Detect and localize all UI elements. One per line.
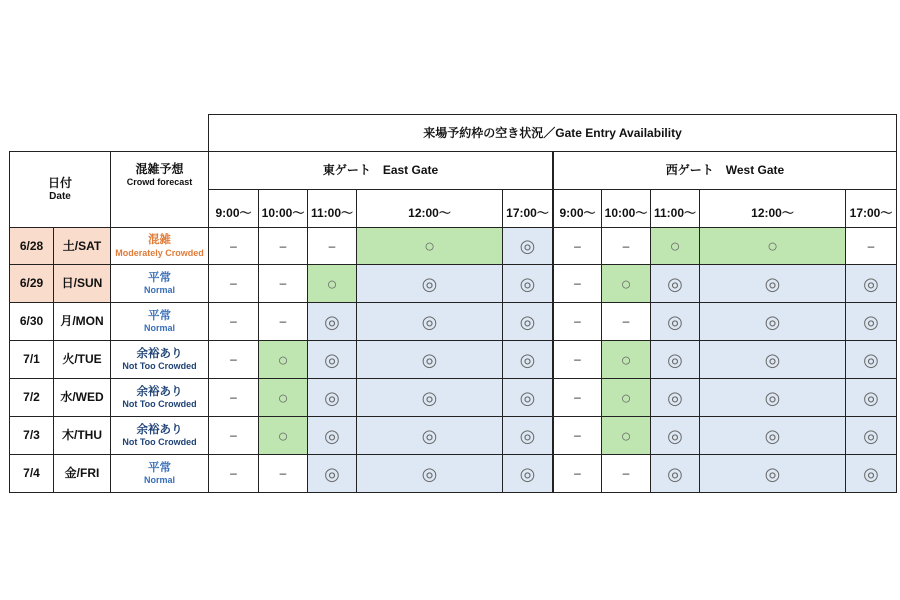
unavailable-dash: – (574, 238, 581, 253)
row-day: 火/TUE (53, 340, 110, 378)
unavailable-dash: – (574, 352, 581, 366)
west-gate-slot-cell (845, 378, 896, 416)
forecast-en: Normal (143, 475, 175, 486)
east-gate-slot-cell (258, 454, 307, 492)
west-gate-slot-cell (552, 416, 601, 454)
west-gate-slot-cell (601, 378, 650, 416)
row-date: 6/30 (9, 302, 53, 340)
unavailable-dash: – (574, 314, 581, 328)
west-gate-slot-cell (601, 302, 650, 340)
available-circle-icon: ○ (620, 387, 632, 408)
plenty-double-circle-icon: ◎ (519, 349, 536, 370)
west-gate-slot-cell (650, 302, 699, 340)
forecast-header-jp: 混雑予想 (135, 162, 184, 176)
east-gate-slot-cell (307, 454, 356, 492)
east-gate-slot-cell (258, 340, 307, 378)
west-gate-slot-cell (601, 454, 650, 492)
west-gate-slot-cell (699, 264, 845, 302)
plenty-double-circle-icon: ◎ (863, 425, 879, 446)
plenty-double-circle-icon: ◎ (764, 387, 781, 408)
plenty-double-circle-icon: ◎ (863, 311, 879, 332)
plenty-double-circle-icon: ◎ (421, 311, 438, 332)
row-day: 日/SUN (53, 264, 110, 302)
west-gate-slot-cell (845, 264, 896, 302)
east-gate-slot-cell (258, 227, 307, 264)
west-gate-slot-cell (650, 416, 699, 454)
available-circle-icon: ○ (424, 236, 435, 256)
unavailable-dash: – (230, 352, 237, 366)
row-day: 水/WED (53, 378, 110, 416)
row-crowd-forecast (110, 454, 208, 492)
east-gate-slot-cell (307, 416, 356, 454)
plenty-double-circle-icon: ◎ (863, 273, 879, 294)
east-gate-slot-cell (502, 416, 552, 454)
east-time-slot: 10:00～ (258, 189, 307, 227)
row-date: 6/28 (9, 227, 53, 264)
west-gate-slot-cell (845, 340, 896, 378)
east-gate-slot-cell (208, 302, 258, 340)
plenty-double-circle-icon: ◎ (519, 236, 536, 256)
plenty-double-circle-icon: ◎ (519, 463, 536, 484)
forecast-en: Normal (143, 285, 175, 296)
unavailable-dash: – (574, 428, 581, 442)
east-gate-slot-cell (356, 340, 502, 378)
row-date: 7/2 (9, 378, 53, 416)
east-gate-slot-cell (502, 340, 552, 378)
west-time-slot: 17:00～ (845, 189, 896, 227)
plenty-double-circle-icon: ◎ (421, 463, 438, 484)
forecast-jp: 平常 (148, 271, 171, 284)
west-time-slot: 12:00～ (699, 189, 845, 227)
east-gate-slot-cell (208, 227, 258, 264)
west-gate-slot-cell (650, 227, 699, 264)
west-gate-header: 西ゲート West Gate (552, 151, 896, 189)
plenty-double-circle-icon: ◎ (519, 311, 536, 332)
available-circle-icon: ○ (326, 273, 338, 294)
unavailable-dash: – (622, 314, 630, 328)
available-circle-icon: ○ (669, 236, 681, 256)
unavailable-dash: – (328, 238, 336, 253)
date-header (9, 151, 110, 227)
west-gate-slot-cell (601, 416, 650, 454)
unavailable-dash: – (279, 314, 287, 328)
row-crowd-forecast (110, 264, 208, 302)
east-time-slot: 9:00～ (208, 189, 258, 227)
unavailable-dash: – (279, 276, 287, 290)
plenty-double-circle-icon: ◎ (324, 387, 340, 408)
unavailable-dash: – (230, 466, 237, 480)
available-circle-icon: ○ (767, 236, 778, 256)
plenty-double-circle-icon: ◎ (764, 463, 781, 484)
plenty-double-circle-icon: ◎ (863, 463, 879, 484)
east-gate-slot-cell (208, 264, 258, 302)
east-gate-header: 東ゲート East Gate (208, 151, 552, 189)
east-gate-slot-cell (356, 227, 502, 264)
row-day: 土/SAT (53, 227, 110, 264)
plenty-double-circle-icon: ◎ (667, 387, 683, 408)
east-time-slot: 17:00～ (502, 189, 552, 227)
available-circle-icon: ○ (277, 387, 289, 408)
west-gate-slot-cell (699, 454, 845, 492)
row-date: 7/3 (9, 416, 53, 454)
forecast-en: Not Too Crowded (122, 437, 197, 448)
forecast-en: Not Too Crowded (122, 361, 197, 372)
west-gate-slot-cell (552, 302, 601, 340)
east-gate-slot-cell (502, 378, 552, 416)
unavailable-dash: – (574, 466, 581, 480)
unavailable-dash: – (230, 314, 237, 328)
east-time-slot: 12:00～ (356, 189, 502, 227)
plenty-double-circle-icon: ◎ (764, 425, 781, 446)
east-gate-slot-cell (356, 302, 502, 340)
forecast-header-en: Crowd forecast (126, 177, 193, 187)
forecast-jp: 平常 (148, 461, 171, 474)
unavailable-dash: – (574, 276, 581, 290)
available-circle-icon: ○ (277, 425, 289, 446)
west-gate-slot-cell (699, 340, 845, 378)
row-crowd-forecast (110, 416, 208, 454)
unavailable-dash: – (230, 390, 237, 404)
west-gate-slot-cell (601, 340, 650, 378)
row-date: 7/1 (9, 340, 53, 378)
row-crowd-forecast (110, 227, 208, 264)
east-gate-slot-cell (208, 378, 258, 416)
forecast-en: Not Too Crowded (122, 399, 197, 410)
east-gate-slot-cell (307, 378, 356, 416)
available-circle-icon: ○ (620, 349, 632, 370)
west-gate-slot-cell (552, 340, 601, 378)
west-gate-slot-cell (601, 264, 650, 302)
date-header-en: Date (49, 190, 71, 202)
east-time-slot: 11:00～ (307, 189, 356, 227)
plenty-double-circle-icon: ◎ (667, 425, 683, 446)
east-gate-slot-cell (258, 302, 307, 340)
unavailable-dash: – (279, 238, 287, 253)
plenty-double-circle-icon: ◎ (421, 425, 438, 446)
plenty-double-circle-icon: ◎ (421, 387, 438, 408)
row-date: 6/29 (9, 264, 53, 302)
blank-corner (9, 114, 208, 151)
west-time-slot: 11:00～ (650, 189, 699, 227)
row-day: 木/THU (53, 416, 110, 454)
east-gate-slot-cell (356, 454, 502, 492)
west-time-slot: 10:00～ (601, 189, 650, 227)
east-gate-slot-cell (307, 340, 356, 378)
east-gate-slot-cell (307, 264, 356, 302)
west-gate-slot-cell (552, 378, 601, 416)
gate-availability-table (9, 114, 897, 493)
east-gate-slot-cell (502, 454, 552, 492)
forecast-en: Normal (143, 323, 175, 334)
east-gate-slot-cell (208, 454, 258, 492)
plenty-double-circle-icon: ◎ (764, 311, 781, 332)
plenty-double-circle-icon: ◎ (324, 425, 340, 446)
west-time-slot: 9:00～ (552, 189, 601, 227)
west-gate-slot-cell (699, 227, 845, 264)
west-gate-slot-cell (552, 264, 601, 302)
available-circle-icon: ○ (620, 273, 632, 294)
plenty-double-circle-icon: ◎ (764, 349, 781, 370)
west-gate-slot-cell (650, 264, 699, 302)
plenty-double-circle-icon: ◎ (667, 349, 683, 370)
east-gate-slot-cell (356, 416, 502, 454)
plenty-double-circle-icon: ◎ (667, 463, 683, 484)
west-gate-slot-cell (699, 302, 845, 340)
plenty-double-circle-icon: ◎ (519, 387, 536, 408)
east-gate-slot-cell (258, 264, 307, 302)
west-gate-slot-cell (601, 227, 650, 264)
east-gate-slot-cell (502, 302, 552, 340)
available-circle-icon: ○ (277, 349, 289, 370)
plenty-double-circle-icon: ◎ (667, 311, 683, 332)
west-gate-slot-cell (845, 416, 896, 454)
forecast-en: Moderately Crowded (115, 247, 204, 258)
plenty-double-circle-icon: ◎ (863, 387, 879, 408)
east-gate-slot-cell (258, 416, 307, 454)
row-day: 月/MON (53, 302, 110, 340)
west-gate-slot-cell (650, 378, 699, 416)
plenty-double-circle-icon: ◎ (519, 273, 536, 294)
unavailable-dash: – (230, 276, 237, 290)
row-day: 金/FRI (53, 454, 110, 492)
unavailable-dash: – (867, 238, 875, 253)
east-gate-slot-cell (307, 227, 356, 264)
west-gate-slot-cell (650, 340, 699, 378)
west-gate-slot-cell (845, 227, 896, 264)
plenty-double-circle-icon: ◎ (324, 463, 340, 484)
unavailable-dash: – (622, 466, 630, 480)
east-gate-slot-cell (208, 416, 258, 454)
plenty-double-circle-icon: ◎ (324, 311, 340, 332)
plenty-double-circle-icon: ◎ (764, 273, 781, 294)
availability-title: 来場予約枠の空き状況／Gate Entry Availability (208, 114, 896, 151)
west-gate-slot-cell (845, 302, 896, 340)
unavailable-dash: – (622, 238, 630, 253)
forecast-jp: 余裕あり (136, 347, 183, 360)
forecast-jp: 余裕あり (136, 423, 183, 436)
plenty-double-circle-icon: ◎ (421, 349, 438, 370)
east-gate-slot-cell (307, 302, 356, 340)
west-gate-slot-cell (845, 454, 896, 492)
available-circle-icon: ○ (620, 425, 632, 446)
west-gate-slot-cell (552, 227, 601, 264)
east-gate-slot-cell (502, 227, 552, 264)
forecast-header (110, 151, 208, 227)
row-crowd-forecast (110, 378, 208, 416)
date-header-jp: 日付 (47, 175, 72, 190)
unavailable-dash: – (279, 466, 287, 480)
row-date: 7/4 (9, 454, 53, 492)
west-gate-slot-cell (699, 378, 845, 416)
unavailable-dash: – (230, 428, 237, 442)
east-gate-slot-cell (502, 264, 552, 302)
plenty-double-circle-icon: ◎ (324, 349, 340, 370)
west-gate-slot-cell (699, 416, 845, 454)
west-gate-slot-cell (650, 454, 699, 492)
east-gate-slot-cell (258, 378, 307, 416)
west-gate-slot-cell (552, 454, 601, 492)
forecast-jp: 混雑 (148, 234, 171, 247)
forecast-jp: 余裕あり (136, 385, 183, 398)
plenty-double-circle-icon: ◎ (667, 273, 683, 294)
east-gate-slot-cell (356, 264, 502, 302)
unavailable-dash: – (574, 390, 581, 404)
plenty-double-circle-icon: ◎ (421, 273, 438, 294)
row-crowd-forecast (110, 340, 208, 378)
plenty-double-circle-icon: ◎ (519, 425, 536, 446)
plenty-double-circle-icon: ◎ (863, 349, 879, 370)
row-crowd-forecast (110, 302, 208, 340)
east-gate-slot-cell (356, 378, 502, 416)
east-gate-slot-cell (208, 340, 258, 378)
unavailable-dash: – (230, 238, 237, 253)
forecast-jp: 平常 (148, 309, 171, 322)
